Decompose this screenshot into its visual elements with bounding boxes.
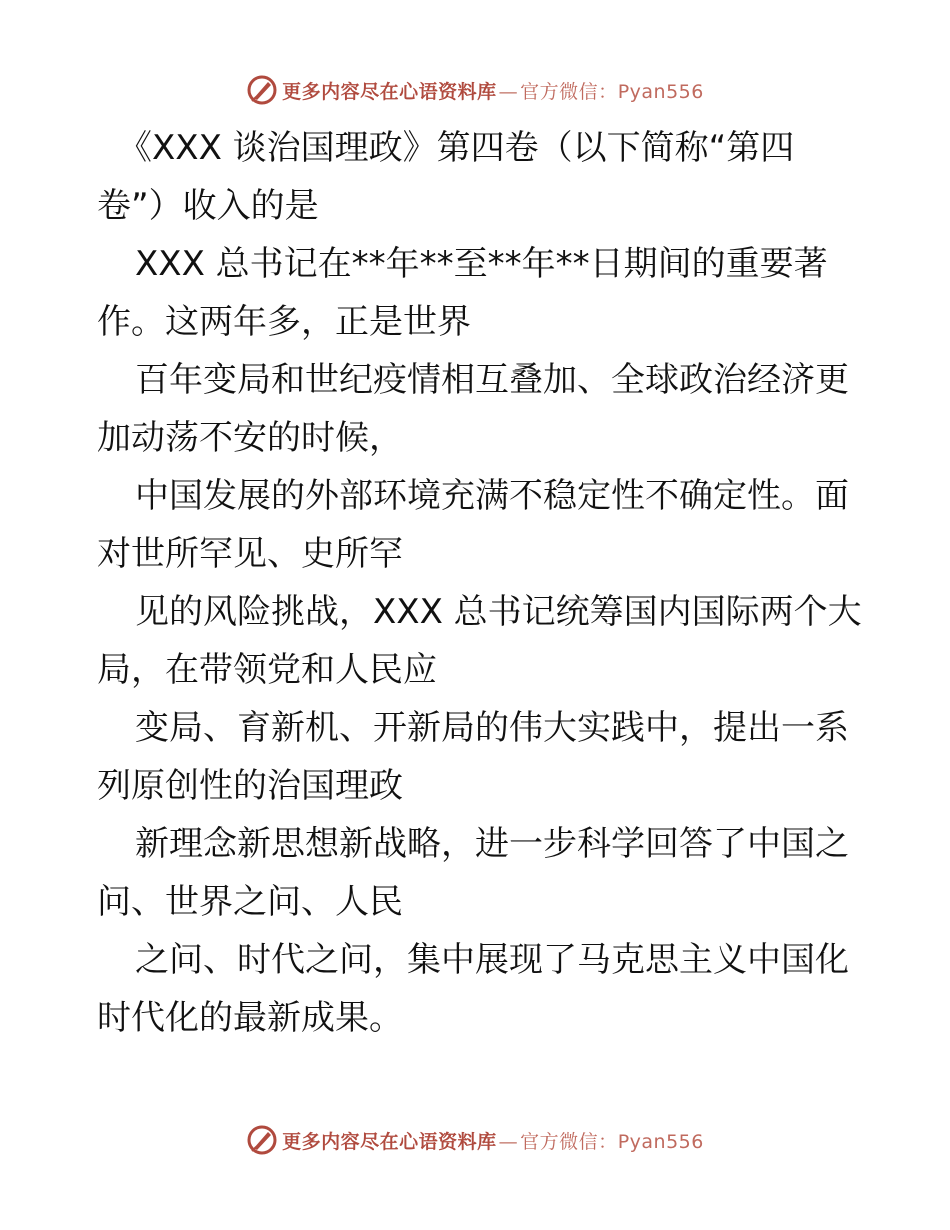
paragraph-4-line-2: 对世所罕见、史所罕	[97, 534, 403, 574]
quill-seal-icon	[246, 1124, 278, 1156]
banner-text	[282, 1127, 704, 1154]
paragraph-8-line-1: 之问、时代之问，集中展现了马克思主义中国化	[135, 940, 849, 980]
paragraph-7-line-1: 新理念新思想新战略，进一步科学回答了中国之	[135, 824, 849, 864]
banner-dash: —	[498, 1130, 519, 1153]
header-banner	[0, 70, 950, 110]
paragraph-6-line-2: 列原创性的治国理政	[97, 766, 403, 806]
banner-dash: —	[498, 80, 519, 103]
banner-wechat-id: Pyan556	[617, 1130, 704, 1153]
paragraph-1-line-1: 《XXX 谈治国理政》第四卷（以下简称“第四	[118, 128, 795, 168]
footer-banner	[0, 1120, 950, 1160]
paragraph-5-line-1: 见的风险挑战，XXX 总书记统筹国内国际两个大	[135, 592, 862, 632]
paragraph-5-line-2: 局，在带领党和人民应	[97, 650, 437, 690]
banner-wechat-label: 官方微信：	[520, 80, 618, 103]
paragraph-6-line-1: 变局、育新机、开新局的伟大实践中，提出一系	[135, 708, 849, 748]
banner-title: 更多内容尽在心语资料库	[282, 80, 497, 103]
paragraph-1-line-2: 卷”）收入的是	[97, 186, 319, 226]
banner-title: 更多内容尽在心语资料库	[282, 1130, 497, 1153]
paragraph-4-line-1: 中国发展的外部环境充满不稳定性不确定性。面	[135, 476, 849, 516]
quill-seal-icon	[246, 74, 278, 106]
paragraph-7-line-2: 问、世界之问、人民	[97, 882, 403, 922]
paragraph-8-line-2: 时代化的最新成果。	[97, 998, 403, 1038]
paragraph-2-line-1: XXX 总书记在**年**至**年**日期间的重要著	[135, 244, 828, 284]
banner-text	[282, 77, 704, 104]
banner-wechat-id: Pyan556	[617, 80, 704, 103]
paragraph-2-line-2: 作。这两年多，正是世界	[97, 302, 471, 342]
paragraph-3-line-1: 百年变局和世纪疫情相互叠加、全球政治经济更	[135, 360, 849, 400]
banner-wechat-label: 官方微信：	[520, 1130, 618, 1153]
paragraph-3-line-2: 加动荡不安的时候，	[97, 418, 403, 458]
